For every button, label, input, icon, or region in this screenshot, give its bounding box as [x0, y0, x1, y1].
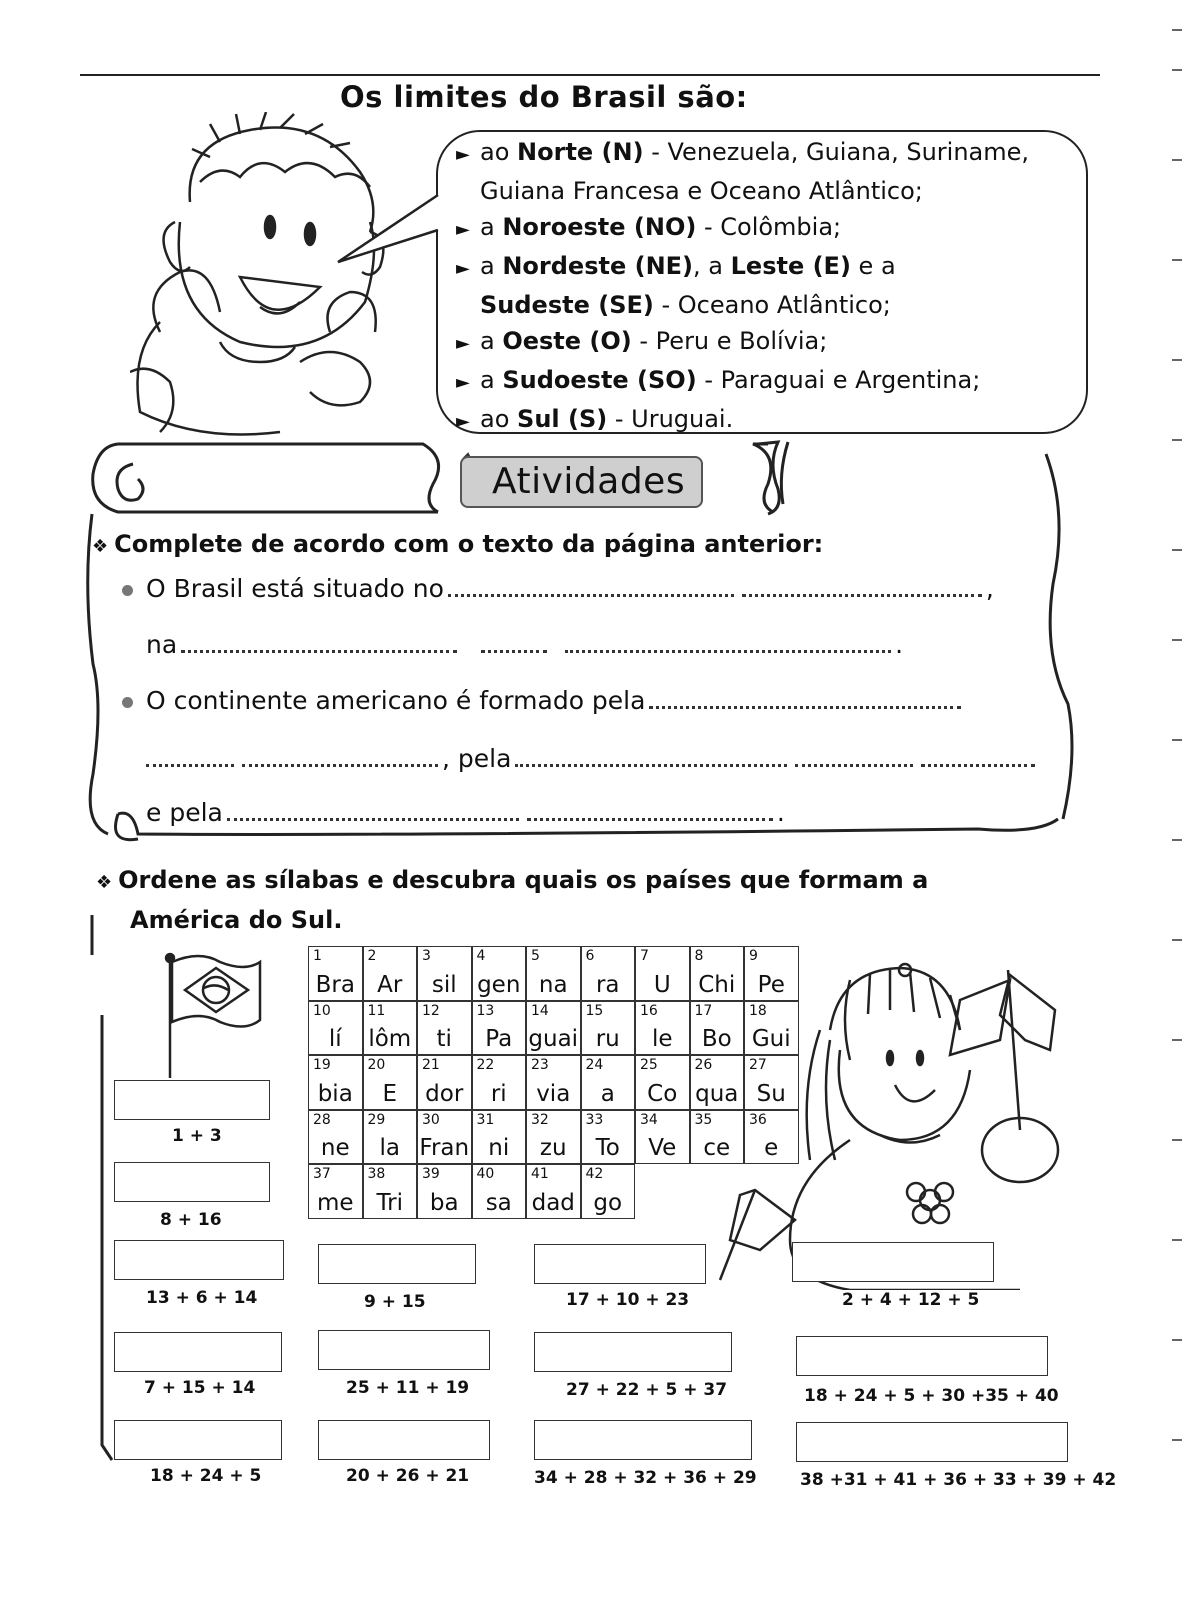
limit-southwest: ► a Sudoeste (SO) - Paraguai e Argentina;: [456, 362, 1029, 401]
limit-west: ► a Oeste (O) - Peru e Bolívia;: [456, 323, 1029, 362]
syllable-text: le: [651, 1026, 673, 1052]
syllable-number: 22: [476, 1057, 495, 1073]
syllable-text: Gui: [751, 1026, 791, 1052]
syllable-number: 16: [640, 1002, 658, 1019]
syllable-text: Pe: [757, 971, 785, 998]
syllable-text: bia: [317, 1080, 353, 1107]
answer-formula: 1 + 3: [172, 1126, 222, 1146]
limit-southeast: Sudeste (SE) - Oceano Atlântico;: [480, 291, 891, 319]
syllable-cell: [363, 1055, 418, 1110]
answer-blank[interactable]: [227, 803, 519, 821]
syllable-number: 40: [476, 1166, 495, 1182]
syllable-text: e: [764, 1135, 779, 1161]
syllable-text: ne: [320, 1135, 350, 1161]
answer-formula: 38 +31 + 41 + 36 + 33 + 39 + 42: [800, 1470, 1117, 1490]
syllable-cell: [417, 1110, 472, 1165]
syllable-text: zu: [539, 1135, 567, 1161]
syllable-cell: [308, 1055, 363, 1110]
answer-blank[interactable]: [481, 635, 547, 653]
syllable-cell: [417, 946, 472, 1001]
syllable-text: la: [379, 1135, 400, 1161]
syllable-text: ce: [703, 1135, 731, 1161]
syllable-number: 19: [313, 1057, 331, 1073]
syllable-text: sil: [431, 971, 457, 998]
syllable-number: 35: [694, 1111, 713, 1128]
exercise1-line2: na .: [146, 630, 904, 659]
syllable-text: lí: [328, 1026, 342, 1052]
syllable-cell: [635, 1055, 690, 1110]
boy-illustration: [130, 112, 430, 442]
syllable-cell: [308, 1001, 363, 1056]
syllable-text: sa: [485, 1189, 512, 1216]
syllable-number: 33: [585, 1111, 604, 1128]
syllable-cell: [690, 1055, 745, 1110]
answer-blank[interactable]: [921, 749, 1035, 767]
syllable-text: Ar: [377, 971, 403, 998]
exercise1-line4: , pela: [146, 744, 1039, 773]
page-edge-marks: [1166, 0, 1188, 1600]
syllable-cell: [744, 946, 799, 1001]
syllable-text: qua: [695, 1080, 739, 1107]
syllable-number: 10: [313, 1002, 331, 1019]
syllable-text: me: [316, 1189, 354, 1216]
syllable-cell: [308, 1164, 363, 1219]
syllable-number: 17: [694, 1002, 713, 1019]
syllable-number: 3: [422, 948, 431, 964]
answer-blank[interactable]: [795, 749, 913, 767]
syllable-text: ti: [436, 1026, 452, 1052]
syllable-number: 13: [476, 1002, 495, 1019]
answer-box[interactable]: [796, 1336, 1048, 1376]
answer-box[interactable]: [318, 1420, 490, 1460]
syllable-text: via: [536, 1080, 571, 1107]
answer-formula: 9 + 15: [364, 1292, 426, 1312]
syllable-cell: [635, 1001, 690, 1056]
syllable-number: 1: [313, 948, 322, 964]
syllable-text: Bo: [701, 1026, 732, 1052]
arrow-icon: ►: [456, 333, 470, 354]
syllable-cell: [526, 1110, 581, 1165]
answer-formula: 7 + 15 + 14: [144, 1378, 256, 1398]
answer-formula: 27 + 22 + 5 + 37: [566, 1380, 728, 1400]
answer-formula: 17 + 10 + 23: [566, 1290, 690, 1310]
answer-box[interactable]: [792, 1242, 994, 1282]
syllable-cell: [635, 1110, 690, 1165]
diamond-bullet-icon: ❖: [96, 872, 113, 893]
answer-box[interactable]: [114, 1332, 282, 1372]
syllable-number: 38: [367, 1166, 386, 1182]
syllable-cell: [472, 1001, 527, 1056]
syllable-cell: [472, 1164, 527, 1219]
syllable-text: ni: [488, 1135, 510, 1161]
syllable-cell: [363, 946, 418, 1001]
syllable-number: 25: [640, 1057, 658, 1073]
syllable-number: 14: [531, 1002, 549, 1019]
syllable-cell: [581, 1164, 636, 1219]
diamond-bullet-icon: ❖: [92, 536, 109, 557]
arrow-icon: ►: [456, 411, 470, 432]
syllable-text: na: [538, 971, 568, 998]
syllable-cell: [635, 946, 690, 1001]
limit-northeast-east: ► a Nordeste (NE), a Leste (E) e a: [456, 248, 1029, 287]
limit-northwest: ► a Noroeste (NO) - Colômbia;: [456, 209, 1029, 248]
syllable-number: 18: [749, 1002, 767, 1019]
syllable-text: go: [593, 1189, 623, 1216]
syllable-number: 41: [531, 1166, 549, 1182]
arrow-icon: ►: [456, 258, 470, 279]
answer-blank[interactable]: [146, 749, 234, 767]
margin-line: [84, 915, 114, 1465]
exercise2-heading-line2: América do Sul.: [130, 906, 343, 934]
answer-box[interactable]: [318, 1244, 476, 1284]
syllable-text: Bra: [315, 971, 355, 998]
answer-box[interactable]: [534, 1244, 706, 1284]
exercise1-line1: O Brasil está situado no ,: [146, 574, 994, 603]
activities-banner: Atividades: [460, 456, 703, 508]
syllable-text: guai: [528, 1026, 579, 1052]
syllable-cell: [472, 946, 527, 1001]
bullet-dot: [122, 697, 133, 708]
syllable-cell: [308, 1110, 363, 1165]
syllable-number: 29: [367, 1111, 386, 1128]
syllable-cell: [690, 946, 745, 1001]
syllable-text: Tri: [376, 1189, 403, 1216]
answer-blank[interactable]: [565, 635, 891, 653]
syllable-text: Co: [647, 1080, 678, 1107]
syllable-number: 7: [640, 948, 649, 964]
exercise1-line5: e pela .: [146, 798, 785, 827]
answer-box[interactable]: [318, 1330, 490, 1370]
syllable-number: 39: [422, 1166, 440, 1182]
syllable-number: 15: [585, 1002, 604, 1019]
answer-formula: 13 + 6 + 14: [146, 1288, 258, 1308]
syllable-number: 32: [531, 1111, 549, 1128]
syllable-number: 12: [422, 1002, 440, 1019]
answer-formula: 2 + 4 + 12 + 5: [842, 1290, 980, 1310]
limit-south: ► ao Sul (S) - Uruguai.: [456, 401, 1029, 440]
syllable-text: dor: [425, 1080, 464, 1107]
syllable-text: ba: [429, 1189, 459, 1216]
syllable-text: U: [653, 971, 671, 998]
syllable-cell: [581, 946, 636, 1001]
syllable-cell: [417, 1164, 472, 1219]
answer-formula: 18 + 24 + 5: [150, 1466, 262, 1486]
syllable-number: 11: [367, 1002, 386, 1019]
syllable-number: 6: [585, 948, 595, 964]
syllable-number: 27: [749, 1057, 767, 1073]
syllable-number: 42: [585, 1166, 604, 1182]
syllable-text: gen: [477, 971, 521, 998]
syllable-cell: [581, 1055, 636, 1110]
limit-north-cont: Guiana Francesa e Oceano Atlântico;: [480, 177, 923, 205]
syllable-text: To: [595, 1135, 620, 1161]
syllable-cell: [526, 1164, 581, 1219]
syllable-cell: [744, 1110, 799, 1165]
answer-blank[interactable]: [181, 635, 457, 653]
syllable-number: 31: [476, 1111, 495, 1128]
syllable-number: 36: [749, 1111, 767, 1128]
syllable-text: ra: [595, 971, 620, 998]
answer-blank[interactable]: [448, 579, 734, 597]
exercise1-heading: ❖ Complete de acordo com o texto da página anterior:: [92, 530, 824, 558]
brazil-flag-illustration: [160, 950, 270, 1080]
syllable-cell: [417, 1055, 472, 1110]
syllable-cell: [690, 1110, 745, 1165]
answer-box[interactable]: [796, 1422, 1068, 1462]
syllable-number: 37: [313, 1166, 331, 1182]
answer-box[interactable]: [114, 1240, 284, 1280]
syllable-text: dad: [531, 1189, 575, 1216]
syllable-number: 34: [640, 1111, 658, 1128]
syllable-text: ri: [490, 1080, 507, 1107]
syllable-text: Fran: [419, 1135, 470, 1161]
syllable-number: 28: [313, 1111, 331, 1128]
syllable-cell: [308, 946, 363, 1001]
answer-box[interactable]: [114, 1080, 270, 1120]
syllable-number: 24: [585, 1057, 604, 1073]
syllable-cell: [744, 1001, 799, 1056]
syllable-cell: [363, 1110, 418, 1165]
answer-formula: 18 + 24 + 5 + 30 +35 + 40: [804, 1386, 1059, 1406]
limits-list: [456, 134, 1029, 440]
syllable-number: 20: [367, 1057, 386, 1073]
answer-blank[interactable]: [515, 749, 787, 767]
answer-formula: 8 + 16: [160, 1210, 222, 1230]
syllable-text: ru: [595, 1026, 620, 1052]
answer-box[interactable]: [534, 1332, 732, 1372]
syllable-cell: [363, 1001, 418, 1056]
syllable-text: Chi: [698, 971, 736, 998]
syllable-cell: [581, 1001, 636, 1056]
syllable-text: Ve: [648, 1135, 677, 1161]
bullet-dot: [122, 585, 133, 596]
syllable-cell: [744, 1055, 799, 1110]
arrow-icon: ►: [456, 144, 470, 165]
syllable-number: 30: [422, 1111, 440, 1128]
answer-blank[interactable]: [649, 691, 961, 709]
syllable-cell: [581, 1110, 636, 1165]
bubble-tail: [336, 190, 446, 270]
answer-blank[interactable]: [527, 803, 773, 821]
syllable-number: 9: [749, 948, 758, 964]
answer-blank[interactable]: [742, 579, 982, 597]
syllable-cell: [472, 1055, 527, 1110]
limit-north: ► ao Norte (N) - Venezuela, Guiana, Suriname,: [456, 134, 1029, 173]
exercise2-heading: ❖ Ordene as sílabas e descubra quais os países que formam a: [96, 866, 929, 894]
syllable-number: 23: [531, 1057, 549, 1073]
answer-blank[interactable]: [242, 749, 438, 767]
top-rule: [80, 74, 1100, 76]
syllable-number: 21: [422, 1057, 440, 1073]
answer-box[interactable]: [114, 1162, 270, 1202]
exercise1-line3: O continente americano é formado pela: [146, 686, 965, 715]
syllable-cell: [690, 1001, 745, 1056]
syllable-number: 26: [694, 1057, 713, 1073]
syllable-cell: [526, 1055, 581, 1110]
syllable-number: 2: [367, 948, 377, 964]
syllable-cell: [417, 1001, 472, 1056]
syllable-cell: [363, 1164, 418, 1219]
arrow-icon: ►: [456, 219, 470, 240]
syllable-cell: [526, 1001, 581, 1056]
syllable-number: 4: [476, 948, 486, 964]
syllable-text: lôm: [368, 1026, 412, 1052]
syllable-text: Pa: [485, 1026, 513, 1052]
syllable-text: E: [382, 1080, 398, 1107]
syllable-number: 5: [531, 948, 540, 964]
syllable-text: a: [600, 1080, 615, 1107]
answer-formula: 34 + 28 + 32 + 36 + 29: [534, 1468, 757, 1488]
answer-box[interactable]: [114, 1420, 282, 1460]
syllable-cell: [472, 1110, 527, 1165]
page-title: Os limites do Brasil são:: [340, 80, 748, 114]
syllable-number: 8: [694, 948, 704, 964]
arrow-icon: ►: [456, 372, 470, 393]
syllable-text: Su: [756, 1080, 786, 1107]
syllable-cell: [526, 946, 581, 1001]
answer-formula: 25 + 11 + 19: [346, 1378, 470, 1398]
answer-formula: 20 + 26 + 21: [346, 1466, 470, 1486]
answer-box[interactable]: [534, 1420, 752, 1460]
